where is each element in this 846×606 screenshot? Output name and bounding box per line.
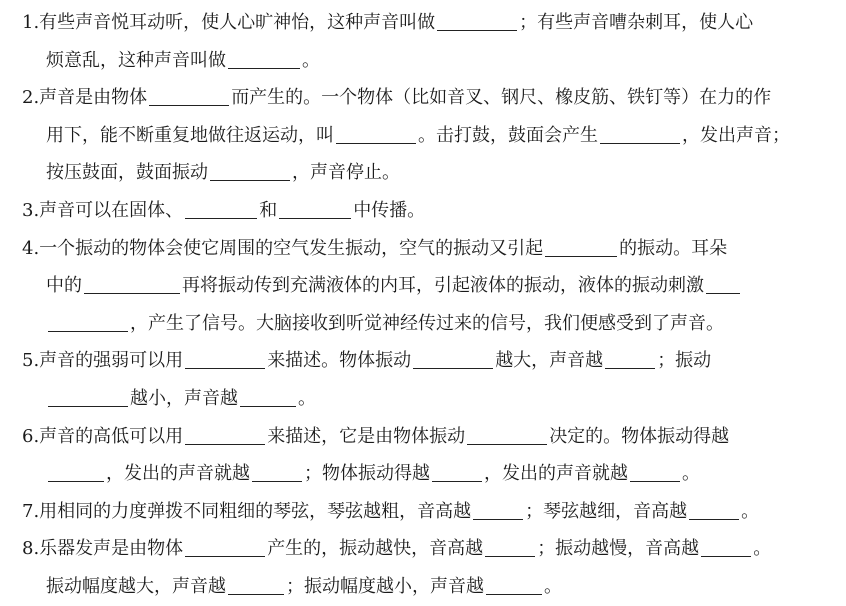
answer-blank[interactable] [228, 574, 284, 595]
answer-blank[interactable] [689, 499, 739, 520]
question-2 [22, 79, 832, 192]
answer-blank[interactable] [473, 499, 523, 520]
q2-text: ，发出声音； [682, 124, 790, 146]
q1-text: ；有些声音嘈杂刺耳，使人心 [519, 12, 754, 33]
q4-text: 再将振动传到充满液体的内耳，引起液体的振动，液体的振动刺激 [182, 275, 704, 297]
q2-text: 用下，能不断重复地做往返运动，叫 [46, 124, 334, 146]
q5-text: 来描述。物体振动 [267, 350, 412, 372]
answer-blank[interactable] [48, 311, 128, 332]
q6-text: 决定的。物体振动得越 [549, 425, 730, 447]
q5-line-1 [22, 342, 832, 380]
answer-blank[interactable] [185, 536, 265, 557]
q6-text: 6.声音的高低可以用 [22, 425, 184, 447]
q5-text: 越小，声音越 [130, 387, 238, 409]
q8-text: 8.乐器发声是由物体 [22, 538, 184, 560]
q1-text: 。 [302, 49, 320, 71]
answer-blank[interactable] [467, 424, 547, 445]
q8-line-1 [22, 530, 832, 568]
q6-text: ，发出的声音就越 [484, 463, 628, 485]
q1-line-1 [22, 4, 832, 42]
answer-blank[interactable] [605, 348, 655, 369]
q2-line-1 [22, 79, 832, 117]
q1-text: 1.有些声音悦耳动听，使人心旷神怡，这种声音叫做 [22, 12, 436, 33]
q4-line-1 [22, 230, 832, 268]
answer-blank[interactable] [279, 198, 351, 219]
q6-text: 。 [682, 463, 700, 485]
question-8 [22, 530, 832, 605]
q8-text: 。 [544, 575, 562, 597]
q7-text: 7.用相同的力度弹拨不同粗细的琴弦，琴弦越粗，音高越 [22, 500, 472, 522]
answer-blank[interactable] [48, 461, 104, 482]
q2-text: 2.声音是由物体 [22, 87, 148, 109]
q5-text: 越大，声音越 [495, 350, 604, 372]
answer-blank[interactable] [600, 123, 680, 144]
q4-line-2 [22, 267, 832, 305]
question-3 [22, 192, 832, 230]
q2-line-3 [22, 154, 832, 192]
answer-blank[interactable] [185, 424, 265, 445]
q4-text: 4.一个振动的物体会使它周围的空气发生振动，空气的振动又引起 [22, 237, 544, 259]
q4-text: ，产生了信号。大脑接收到听觉神经传过来的信号，我们便感受到了声音。 [130, 312, 724, 334]
answer-blank[interactable] [706, 273, 740, 294]
answer-blank[interactable] [545, 236, 617, 257]
q2-line-2 [22, 117, 832, 155]
q4-line-3 [22, 305, 832, 343]
q3-text: 和 [259, 199, 278, 221]
answer-blank[interactable] [336, 123, 416, 144]
q8-text: ；振动幅度越小，声音越 [286, 575, 484, 597]
q8-line-2 [22, 568, 832, 606]
q5-line-2 [22, 380, 832, 418]
answer-blank[interactable] [210, 160, 290, 181]
q1-line-2 [22, 42, 832, 80]
question-6 [22, 418, 832, 493]
q1-text: 烦意乱，这种声音叫做 [46, 49, 226, 71]
answer-blank[interactable] [413, 348, 493, 369]
q6-text: ；物体振动得越 [304, 463, 430, 485]
question-5 [22, 342, 832, 417]
answer-blank[interactable] [485, 536, 535, 557]
q2-text: ，声音停止。 [292, 162, 400, 184]
answer-blank[interactable] [149, 85, 229, 106]
question-1 [22, 4, 832, 79]
answer-blank[interactable] [437, 10, 517, 31]
q2-text: 而产生的。一个物体（比如音叉、钢尺、橡皮筋、铁钉等）在力的作 [231, 87, 772, 109]
answer-blank[interactable] [630, 461, 680, 482]
question-4 [22, 230, 832, 343]
q8-text: 振动幅度越大，声音越 [46, 575, 226, 597]
q7-line-1 [22, 493, 832, 531]
answer-blank[interactable] [486, 574, 542, 595]
answer-blank[interactable] [252, 461, 302, 482]
q7-text: 。 [741, 500, 760, 522]
answer-blank[interactable] [185, 348, 265, 369]
q8-text: 产生的，振动越快，音高越 [267, 538, 484, 560]
q6-line-1 [22, 418, 832, 456]
q2-text: 按压鼓面，鼓面振动 [46, 162, 208, 184]
q3-text: 3.声音可以在固体、 [22, 199, 184, 221]
q8-text: ；振动越慢，音高越 [537, 538, 700, 560]
answer-blank[interactable] [701, 536, 751, 557]
q5-text: 。 [298, 387, 316, 409]
q8-text: 。 [753, 538, 772, 560]
answer-blank[interactable] [84, 273, 180, 294]
q2-text: 。击打鼓，鼓面会产生 [418, 124, 598, 146]
q3-line-1 [22, 192, 832, 230]
q4-text: 的振动。耳朵 [619, 237, 728, 259]
q4-text: 中的 [46, 275, 82, 297]
question-7 [22, 493, 832, 531]
q6-text: ，发出的声音就越 [106, 463, 250, 485]
answer-blank[interactable] [48, 386, 128, 407]
q6-line-2 [22, 455, 832, 493]
answer-blank[interactable] [240, 386, 296, 407]
answer-blank[interactable] [432, 461, 482, 482]
answer-blank[interactable] [228, 48, 300, 69]
q5-text: ；振动 [657, 350, 712, 372]
answer-blank[interactable] [185, 198, 257, 219]
q5-text: 5.声音的强弱可以用 [22, 350, 184, 372]
q6-text: 来描述，它是由物体振动 [267, 425, 466, 447]
q3-text: 中传播。 [353, 199, 426, 221]
q7-text: ；琴弦越细，音高越 [525, 500, 688, 522]
